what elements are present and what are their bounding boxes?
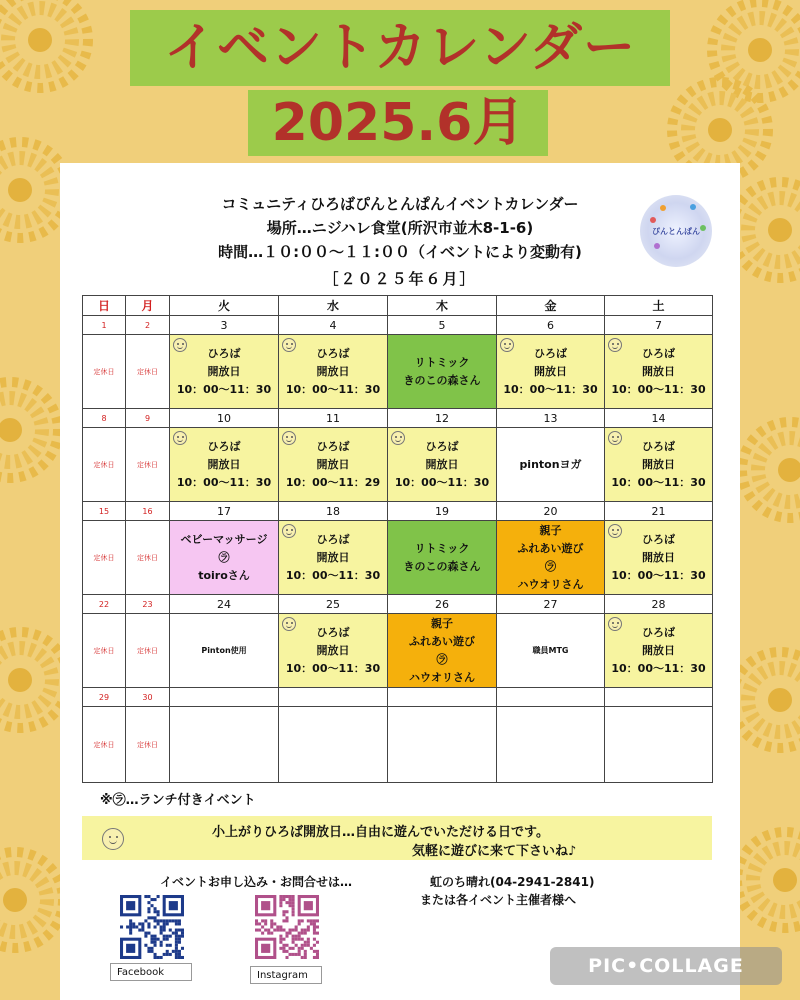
weekday-header: 火 (170, 296, 279, 316)
date-number: 16 (126, 502, 170, 521)
calendar-body (83, 316, 713, 783)
date-number: 9 (126, 409, 170, 428)
instagram-qr-code[interactable] (255, 895, 319, 959)
contact-line-1: イベントお申し込み・お問合せは… (160, 875, 353, 889)
date-number: 18 (279, 502, 388, 521)
weekday-header-row (83, 296, 713, 316)
day-cell[interactable] (126, 614, 170, 688)
event-text: 親子 (539, 523, 562, 537)
smile-icon (608, 524, 622, 538)
event-text: 開放日 (207, 457, 241, 471)
date-number: 13 (497, 409, 605, 428)
date-number: 3 (170, 316, 279, 335)
event-text: 職員MTG (532, 646, 569, 655)
date-number: 29 (83, 688, 126, 707)
date-number: 4 (279, 316, 388, 335)
date-number: 30 (126, 688, 170, 707)
event-text: 10：00～11：30 (285, 568, 381, 582)
event-text: ハウオリさん (409, 670, 475, 684)
event-text: ひろば (207, 439, 241, 453)
date-number: 14 (605, 409, 713, 428)
date-number: 2 (126, 316, 170, 335)
event-text: 10：00～11：30 (503, 382, 598, 396)
calendar-table (82, 295, 713, 783)
calendar-sheet (60, 163, 740, 1000)
smile-icon (102, 828, 124, 850)
day-cell[interactable] (170, 707, 279, 783)
date-number: 10 (170, 409, 279, 428)
event-text: きのこの森さん (403, 373, 481, 387)
contact-line-3: または各イベント主催者様へ (420, 893, 577, 907)
day-cell[interactable] (605, 614, 713, 688)
day-cell[interactable] (126, 707, 170, 783)
event-text: ひろば (642, 625, 675, 639)
day-cell[interactable] (170, 428, 279, 502)
date-number (388, 688, 497, 707)
event-text: ひろば (316, 532, 350, 546)
event-text: 開放日 (642, 457, 675, 471)
event-text: 10：00～11：30 (285, 382, 381, 396)
event-text: 定休日 (137, 740, 158, 749)
event-text: 開放日 (425, 457, 459, 471)
event-text: 定休日 (137, 367, 158, 376)
event-text: ふれあい遊び (517, 541, 584, 555)
info-banner (82, 816, 712, 860)
date-number: 17 (170, 502, 279, 521)
smile-icon (608, 431, 622, 445)
event-row (83, 707, 713, 783)
day-cell[interactable] (279, 614, 388, 688)
event-text: ㋶ (218, 550, 230, 564)
event-text: 開放日 (642, 643, 675, 657)
day-cell[interactable] (126, 428, 170, 502)
weekday-header: 水 (279, 296, 388, 316)
day-cell[interactable] (497, 335, 605, 409)
smile-icon (608, 617, 622, 631)
event-text: 開放日 (316, 364, 350, 378)
day-cell[interactable] (279, 707, 388, 783)
event-text: 開放日 (316, 550, 350, 564)
date-number (170, 688, 279, 707)
day-cell[interactable] (388, 335, 497, 409)
logo-text: ぴんとんぱん (652, 226, 700, 236)
day-cell[interactable] (388, 707, 497, 783)
date-number: 23 (126, 595, 170, 614)
day-cell[interactable] (279, 428, 388, 502)
day-cell[interactable] (83, 614, 126, 688)
weekday-header: 日 (83, 296, 126, 316)
date-number: 26 (388, 595, 497, 614)
date-number: 5 (388, 316, 497, 335)
event-text: pintonヨガ (519, 457, 582, 471)
event-text: ひろば (316, 439, 350, 453)
banner-line-2: 気軽に遊びに来て下さいね♪ (412, 844, 577, 859)
event-text: ひろば (425, 439, 459, 453)
date-number: 24 (170, 595, 279, 614)
day-cell[interactable] (83, 428, 126, 502)
event-text: ひろば (207, 346, 241, 360)
smile-icon (173, 338, 187, 352)
event-text: ベビーマッサージ (180, 532, 268, 546)
event-text: ひろば (642, 532, 675, 546)
date-row (83, 409, 713, 428)
day-cell[interactable] (279, 335, 388, 409)
day-cell[interactable] (388, 428, 497, 502)
date-number: 1 (83, 316, 126, 335)
instagram-label: Instagram (250, 966, 322, 984)
event-row (83, 335, 713, 409)
event-text: toiroさん (198, 568, 250, 582)
date-number: 25 (279, 595, 388, 614)
date-number: 7 (605, 316, 713, 335)
lunch-note: ※㋶…ランチ付きイベント (100, 793, 256, 808)
day-cell[interactable] (605, 521, 713, 595)
banner-line-1: 小上がりひろば開放日…自由に遊んでいただける日です。 (212, 825, 549, 840)
event-text: ひろば (642, 439, 675, 453)
day-cell[interactable] (605, 707, 713, 783)
day-cell[interactable] (605, 428, 713, 502)
day-cell[interactable] (279, 521, 388, 595)
facebook-qr-code[interactable] (120, 895, 184, 959)
piccollage-watermark: PIC•COLLAGE (550, 947, 782, 985)
event-text: 親子 (431, 616, 453, 630)
day-cell[interactable] (126, 335, 170, 409)
date-number: 20 (497, 502, 605, 521)
day-cell[interactable] (170, 335, 279, 409)
day-cell[interactable] (126, 521, 170, 595)
smile-icon (282, 617, 296, 631)
smile-icon (391, 431, 405, 445)
event-text: ハウオリさん (517, 577, 584, 591)
date-number: 15 (83, 502, 126, 521)
date-row (83, 688, 713, 707)
event-text: ひろば (534, 346, 567, 360)
date-number (497, 688, 605, 707)
smile-icon (282, 524, 296, 538)
header-line-1: コミュニティひろばぴんとんぱんイベントカレンダー (221, 195, 579, 213)
event-row (83, 614, 713, 688)
event-text: ひろば (316, 625, 350, 639)
day-cell[interactable] (497, 614, 605, 688)
event-text: Pinton使用 (201, 646, 247, 655)
event-text: 定休日 (93, 740, 115, 749)
day-cell[interactable] (388, 521, 497, 595)
smile-icon (282, 431, 296, 445)
day-cell[interactable] (83, 521, 126, 595)
event-text: 10：00～11：30 (611, 661, 706, 675)
title-line-2: 2025.6月 (248, 90, 548, 156)
event-text: 定休日 (137, 553, 158, 562)
date-number: 22 (83, 595, 126, 614)
event-text: 開放日 (207, 364, 241, 378)
smile-icon (173, 431, 187, 445)
event-text: 10：00～11：30 (176, 475, 272, 489)
event-text: 10：00～11：30 (176, 382, 272, 396)
day-cell[interactable] (170, 614, 279, 688)
event-text: ㋶ (545, 559, 556, 573)
event-text: ひろば (316, 346, 350, 360)
day-cell[interactable] (83, 707, 126, 783)
date-number: 27 (497, 595, 605, 614)
date-number: 8 (83, 409, 126, 428)
day-cell[interactable] (497, 428, 605, 502)
event-text: ㋶ (436, 652, 448, 666)
event-text: 開放日 (316, 643, 350, 657)
event-text: 10：00～11：30 (611, 382, 706, 396)
weekday-header: 月 (126, 296, 170, 316)
title-line-1: イベントカレンダー (130, 10, 670, 86)
event-text: 10：00～11：29 (285, 475, 381, 489)
smile-icon (282, 338, 296, 352)
event-text: ふれあい遊び (409, 634, 475, 648)
event-text: 10：00～11：30 (394, 475, 490, 489)
event-text: 定休日 (137, 460, 158, 469)
event-text: 定休日 (93, 553, 115, 562)
date-number: 19 (388, 502, 497, 521)
event-text: ひろば (642, 346, 675, 360)
facebook-label: Facebook (110, 963, 192, 981)
date-row (83, 595, 713, 614)
event-text: リトミック (414, 355, 470, 369)
event-row (83, 521, 713, 595)
event-text: 開放日 (534, 364, 567, 378)
day-cell[interactable] (605, 335, 713, 409)
event-text: 定休日 (93, 646, 115, 655)
date-number: 6 (497, 316, 605, 335)
event-text: リトミック (414, 541, 470, 555)
event-text: 定休日 (93, 367, 115, 376)
date-number: 28 (605, 595, 713, 614)
day-cell[interactable] (497, 521, 605, 595)
date-row (83, 502, 713, 521)
event-text: 定休日 (137, 646, 158, 655)
day-cell[interactable] (388, 614, 497, 688)
event-text: 10：00～11：30 (611, 475, 706, 489)
header-line-3: 時間…１０:００～１１:００（イベントにより変動有) (218, 243, 582, 261)
date-row (83, 316, 713, 335)
smile-icon (608, 338, 622, 352)
pintonpan-logo (640, 195, 712, 267)
day-cell[interactable] (83, 335, 126, 409)
contact-line-2: 虹のち晴れ(04-2941-2841) (430, 875, 595, 889)
weekday-header: 土 (605, 296, 713, 316)
day-cell[interactable] (170, 521, 279, 595)
event-text: 開放日 (316, 457, 350, 471)
date-number: 12 (388, 409, 497, 428)
event-text: 10：00～11：30 (611, 568, 706, 582)
smile-icon (500, 338, 514, 352)
event-text: 10：00～11：30 (285, 661, 381, 675)
event-row (83, 428, 713, 502)
header-line-4: ［２０２５年６月］ (323, 270, 477, 288)
event-text: きのこの森さん (403, 559, 481, 573)
weekday-header: 金 (497, 296, 605, 316)
day-cell[interactable] (497, 707, 605, 783)
date-number: 21 (605, 502, 713, 521)
date-number (279, 688, 388, 707)
event-text: 開放日 (642, 364, 675, 378)
event-text: 開放日 (642, 550, 675, 564)
event-text: 定休日 (93, 460, 115, 469)
date-number (605, 688, 713, 707)
date-number: 11 (279, 409, 388, 428)
weekday-header: 木 (388, 296, 497, 316)
header-line-2: 場所…ニジハレ食堂(所沢市並木8-1-6) (266, 219, 534, 237)
